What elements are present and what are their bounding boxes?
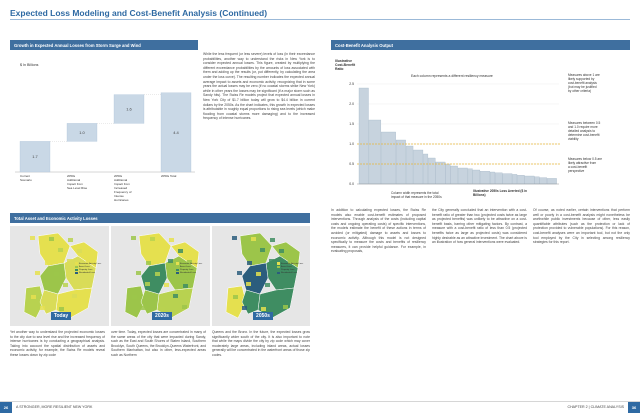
legend-item: Asset Loss bbox=[75, 265, 101, 268]
section-header-assets: Total Asset and Economic Activity Losses bbox=[10, 213, 310, 223]
y-axis-label: $ In Billions bbox=[20, 63, 39, 67]
zip-code-cell bbox=[232, 236, 237, 240]
bar bbox=[490, 172, 495, 184]
map-label-2050s: 2050s bbox=[253, 312, 273, 320]
zip-code-cell bbox=[150, 237, 155, 241]
left-page-number: 26 bbox=[0, 402, 12, 413]
bar bbox=[503, 174, 513, 184]
title-divider bbox=[10, 19, 630, 20]
y-tick-label: 1.0 bbox=[349, 142, 354, 147]
category-label: 2050s bbox=[67, 174, 76, 178]
legend-item: Property Loss bbox=[176, 268, 202, 271]
bar-value-label: 1.7 bbox=[32, 154, 38, 160]
zip-code-cell bbox=[146, 261, 151, 265]
category-label: Scenario bbox=[20, 178, 32, 182]
bar bbox=[517, 175, 524, 184]
legend-item: Asset Loss bbox=[277, 265, 303, 268]
annotation-above-1: (but may be justified bbox=[568, 85, 597, 89]
bar bbox=[423, 154, 428, 184]
annotation-below: Measures below 0.5 are bbox=[568, 157, 603, 161]
annotation-between: determine cost-benefit bbox=[568, 133, 600, 137]
zip-code-loss-maps bbox=[10, 226, 310, 326]
legend-item: Economic Activity Loss bbox=[277, 262, 303, 265]
annotation-above-1: likely supported by bbox=[568, 77, 595, 81]
zip-code-cell bbox=[274, 294, 279, 298]
category-label: Hurricanes bbox=[114, 198, 129, 202]
category-label: Frequency of bbox=[114, 190, 132, 194]
legend-item: Property Loss bbox=[75, 268, 101, 271]
x-axis-label: Billions) bbox=[473, 193, 486, 197]
bar bbox=[468, 169, 473, 184]
zip-code-cell bbox=[242, 306, 247, 310]
zip-code-cell bbox=[145, 282, 150, 286]
bar bbox=[458, 168, 468, 184]
bar bbox=[512, 174, 517, 184]
bar bbox=[480, 171, 490, 184]
page-footer bbox=[0, 401, 640, 413]
legend-item: Property Loss bbox=[277, 268, 303, 271]
bar bbox=[396, 140, 406, 184]
map-label-2020s: 2020s bbox=[152, 312, 172, 320]
bar bbox=[473, 170, 480, 184]
zip-code-cell bbox=[269, 259, 274, 263]
zip-code-cell bbox=[279, 249, 284, 253]
zip-code-cell bbox=[251, 237, 256, 241]
category-label: 2050s Total bbox=[161, 174, 177, 178]
bar bbox=[446, 164, 451, 184]
zip-code-cell bbox=[81, 305, 86, 309]
map-legend-2 bbox=[176, 262, 202, 275]
bar bbox=[547, 178, 557, 184]
annotation-between: detailed analysis to bbox=[568, 129, 596, 133]
zip-code-cell bbox=[159, 248, 164, 252]
zip-code-cell bbox=[270, 238, 275, 242]
zip-code-cell bbox=[40, 306, 45, 310]
maps-row bbox=[10, 226, 310, 326]
bar bbox=[381, 132, 395, 184]
zip-code-cell bbox=[182, 305, 187, 309]
zip-code-cell bbox=[31, 295, 36, 299]
zip-code-cell bbox=[155, 272, 160, 276]
zip-code-cell bbox=[72, 294, 77, 298]
page-title: Expected Loss Modeling and Cost-Benefit Analysis (Continued) bbox=[10, 8, 268, 18]
footer-right-text: CHAPTER 2 | CLIMATE ANALYSIS bbox=[567, 405, 624, 409]
bar-value-label: 4.4 bbox=[173, 129, 179, 135]
y-axis-label: Illustrative bbox=[335, 59, 352, 63]
legend-item: Economic Activity Loss bbox=[176, 262, 202, 265]
annotation-below: perspective bbox=[568, 169, 585, 173]
zip-code-cell bbox=[58, 248, 63, 252]
zip-code-cell bbox=[54, 272, 59, 276]
zip-code-cell bbox=[261, 307, 266, 311]
zip-code-cell bbox=[63, 283, 68, 287]
annotation-above-1: Measures above 1 are bbox=[568, 73, 600, 77]
category-label: Intense bbox=[114, 194, 124, 198]
category-label: 2050s bbox=[114, 174, 123, 178]
zip-code-cell bbox=[237, 271, 242, 275]
zip-code-cell bbox=[132, 295, 137, 299]
y-axis-label: Ratio bbox=[335, 67, 344, 71]
category-label: Additional bbox=[67, 178, 81, 182]
body-column-6: Of course, as noted earlier, certain interventions that perform well or poorly in a cost-benefit analysis might nonetheless be worthwhile public investments because of other, less easily quantifiable attributes (such as the protection or lack of protection provided to vulnerable populations). For this reason, cost-benefit analyses were an important tool, but not the only tool employed by the City in selecting among resiliency strategies for this report. bbox=[533, 208, 630, 245]
zip-code-cell bbox=[284, 284, 289, 288]
zip-code-cell bbox=[44, 282, 49, 286]
zip-code-cell bbox=[59, 307, 64, 311]
body-column-4: In addition to calculating expected losses, the Swiss Re models also enable cost-benefit estimates of proposed interventions. Through analysis of the costs (including capital costs and ongoing operating costs) of specific interventions, the models estimate the benefit of these actions in terms of avoided (or mitigated) damage to assets and losses to economic activity. Although this model is not designed specifically to measure the costs and benefits of resiliency measures, it can provide helpful guidance. For example, in evaluating proposals, bbox=[331, 208, 426, 254]
annotation-below: a cost-benefit bbox=[568, 165, 588, 169]
footer-left-text: A STRONGER, MORE RESILIENT NEW YORK bbox=[16, 405, 93, 409]
y-tick-label: 2.0 bbox=[349, 102, 354, 107]
bar bbox=[451, 166, 458, 184]
legend-item: Residential Loss bbox=[176, 272, 202, 275]
zip-code-cell bbox=[67, 259, 72, 263]
bar-value-label: 1.0 bbox=[79, 129, 85, 135]
bar bbox=[535, 177, 540, 184]
zip-code-cell bbox=[131, 236, 136, 240]
zip-code-cell bbox=[82, 284, 87, 288]
body-column-2: over time. Today, expected losses are concentrated in many of the same areas of the city that were impacted during Sandy, such as the East and South Shores of Staten Island, Southern Brooklyn, South Queens, the Brooklyn-Queens Waterfront, and Southern Manhattan, but also in other, less-expected areas such as Northern bbox=[111, 330, 206, 357]
zip-code-cell bbox=[77, 249, 82, 253]
category-label: Sea Level Rise bbox=[67, 186, 88, 190]
bar bbox=[540, 178, 547, 184]
zip-code-cell bbox=[168, 259, 173, 263]
category-label: Current bbox=[20, 174, 31, 178]
zip-code-cell bbox=[256, 272, 261, 276]
category-label: Impact from bbox=[114, 182, 130, 186]
zip-code-cell bbox=[136, 271, 141, 275]
bar bbox=[428, 158, 435, 184]
bar-value-label: 1.6 bbox=[126, 106, 132, 112]
bar bbox=[406, 146, 413, 184]
zip-code-cell bbox=[178, 249, 183, 253]
annotation-between: viability bbox=[568, 137, 579, 141]
zip-code-cell bbox=[30, 236, 35, 240]
zip-code-cell bbox=[283, 305, 288, 309]
y-tick-label: 0.5 bbox=[349, 162, 354, 167]
cost-benefit-chart bbox=[331, 52, 630, 202]
zip-code-cell bbox=[265, 283, 270, 287]
body-column-1: Yet another way to understand the projected economic losses to the city due to sea level rise and the increased frequency of intense hurricanes is by conducting a geographical analysis. Taking into account the spatial distribution of assets and economic activity, for example, the Swiss Re models reveal these losses down by zip code bbox=[10, 330, 105, 357]
annotation-between: Measures between 0.5 bbox=[568, 121, 601, 125]
zip-code-cell bbox=[169, 238, 174, 242]
bar bbox=[359, 88, 369, 184]
annotation-top: Each column represents a different resiliency measure bbox=[411, 74, 493, 78]
annotation-above-1: cost-benefit analysis bbox=[568, 81, 597, 85]
map-legend-3 bbox=[277, 262, 303, 275]
zip-code-cell bbox=[45, 261, 50, 265]
zip-code-cell bbox=[173, 294, 178, 298]
category-label: Additional bbox=[114, 178, 128, 182]
zip-code-cell bbox=[260, 248, 265, 252]
zip-code-cell bbox=[141, 306, 146, 310]
annotation-bottom: impact of that measure in the 2050s bbox=[391, 195, 442, 199]
legend-item: Residential Loss bbox=[75, 272, 101, 275]
map-legend-1 bbox=[75, 262, 101, 275]
zip-code-cell bbox=[35, 271, 40, 275]
y-tick-label: 0.0 bbox=[349, 182, 354, 187]
annotation-bottom: Column width represents the total bbox=[391, 191, 439, 195]
zip-code-cell bbox=[68, 238, 73, 242]
annotation-below: likely attractive from bbox=[568, 161, 597, 165]
growth-explanation-text: While the less frequent (or less severe) levels of loss (in their exceedance probabilities, another way to understand the risks in New York is to consider expected annual losses. This figure, created by multiplying the different exceedance probabilities by the amounts of loss associated with them and adding up the results (or, put differently, by calculating the area under the loss curve). The resulting number indicates the expected annual average impact to assets and economic activity, recognizing that in some years the actual losses may be zero (if no coastal storms strike New York) while in other years the losses may be significant (if a major storm such as Sandy hits). The Swiss Re models project that expected annual losses in New York City of $1.7 billion today will grow to $4.4 billion in current dollars by the 2050s. As the chart indicates, this growth in expected losses is attributable in roughly equal proportions to rising sea levels (which make flooding from coastal storms more damaging) and to the increased frequency of intense hurricanes. bbox=[203, 52, 315, 121]
zip-code-cell bbox=[160, 307, 165, 311]
bar bbox=[495, 173, 502, 184]
legend-item: Residential Loss bbox=[277, 272, 303, 275]
legend-item: Asset Loss bbox=[176, 265, 202, 268]
y-axis-label: Cost-Benefit bbox=[335, 63, 356, 67]
body-column-3: Queens and the Bronx. In the future, the expected losses grow significantly wider south of the city. It is also important to note that while the maps divide the city by zip code which may cover moderately large areas, including inland areas, actual losses generally will be concentrated in the waterfront areas of those zip codes. bbox=[212, 330, 310, 357]
bar bbox=[413, 150, 423, 184]
zip-code-cell bbox=[49, 237, 54, 241]
zip-code-cell bbox=[247, 261, 252, 265]
zip-code-cell bbox=[233, 295, 238, 299]
y-tick-label: 1.5 bbox=[349, 122, 354, 127]
category-label: Impact from bbox=[67, 182, 83, 186]
section-header-cost-benefit: Cost-Benefit Analysis Output bbox=[331, 40, 630, 50]
zip-code-cell bbox=[246, 282, 251, 286]
y-tick-label: 2.5 bbox=[349, 82, 354, 87]
annotation-between: and 1.0 require more bbox=[568, 125, 598, 129]
bar bbox=[525, 176, 535, 184]
category-label: Increased bbox=[114, 186, 128, 190]
legend-item: Economic Activity Loss bbox=[75, 262, 101, 265]
section-header-growth: Growth in Expected Annual Losses from Storm Surge and Wind bbox=[10, 40, 198, 50]
zip-code-cell bbox=[183, 284, 188, 288]
x-axis-label: Illustrative 2050s Loss Averted ($ in bbox=[473, 189, 527, 193]
zip-code-cell bbox=[164, 283, 169, 287]
bar bbox=[436, 162, 446, 184]
right-page-number: 36 bbox=[628, 402, 640, 413]
body-column-5: the City generally concluded that an intervention with a cost-benefit ratio of greater than two (projected costs twice as large as projected benefits) was unlikely to be attractive on a cost-benefit basis, barring other mitigating factors. By contrast, a measure with a cost-benefit ratio of less than 0.5 (projected benefits twice as large as projected costs) was considered highly desirable as an attractive investment. The chart above is an illustration of how general interventions were evaluated. bbox=[432, 208, 527, 245]
annotation-above-1: by other criteria) bbox=[568, 89, 592, 93]
map-label-today: Today bbox=[51, 312, 71, 320]
bar bbox=[369, 120, 381, 184]
waterfall-chart bbox=[10, 52, 200, 202]
